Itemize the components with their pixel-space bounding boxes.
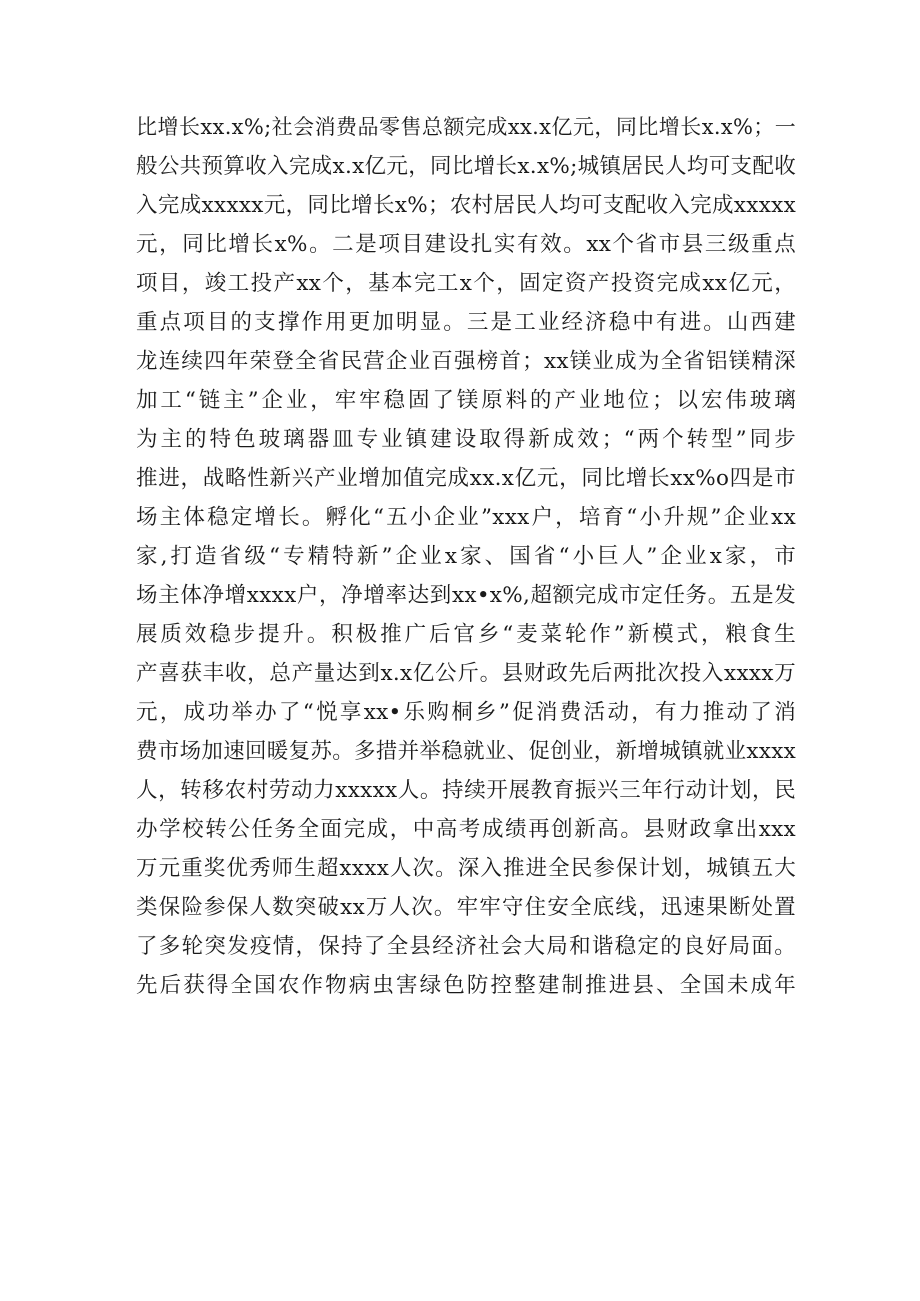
- text-line: 般公共预算收入完成x.x亿元，同比增长x.x%;城镇居民人均可支配收: [136, 154, 796, 179]
- text-line: 展质效稳步提升。积极推广后官乡“麦菜轮作”新模式，粮食生: [136, 622, 796, 647]
- text-line: 场主体稳定增长。孵化“五小企业”xxx户，培育“小升规”企业xx: [136, 505, 796, 530]
- text-line: 龙连续四年荣登全省民营企业百强榜首；xx镁业成为全省铝镁精深: [136, 349, 796, 374]
- text-line: 推进，战略性新兴产业增加值完成xx.x亿元，同比增长xx%o四是市: [136, 466, 796, 491]
- text-line: 办学校转公任务全面完成，中高考成绩再创新高。县财政拿出xxx: [136, 817, 796, 842]
- text-line: 入完成xxxxx元，同比增长x%；农村居民人均可支配收入完成xxxxx: [136, 193, 796, 218]
- text-line: 元，成功举办了“悦享xx•乐购桐乡”促消费活动，有力推动了消: [136, 700, 796, 725]
- text-line: 先后获得全国农作物病虫害绿色防控整建制推进县、全国未成年: [136, 973, 796, 998]
- text-line: 比增长xx.x%;社会消费品零售总额完成xx.x亿元，同比增长x.x%；一: [136, 115, 796, 139]
- body-paragraph: [136, 108, 796, 1005]
- text-line: 人，转移农村劳动力xxxxx人。持续开展教育振兴三年行动计划，民: [136, 778, 796, 803]
- text-line: 重点项目的支撑作用更加明显。三是工业经济稳中有进。山西建: [136, 310, 796, 335]
- text-line: 项目，竣工投产xx个，基本完工x个，固定资产投资完成xx亿元，: [136, 271, 796, 296]
- text-line: 元，同比增长x%。二是项目建设扎实有效。xx个省市县三级重点: [136, 232, 796, 257]
- text-line: 场主体净增xxxx户，净增率达到xx•x%,超额完成市定任务。五是发: [136, 583, 796, 608]
- text-line: 类保险参保人数突破xx万人次。牢牢守住安全底线，迅速果断处置: [136, 895, 796, 920]
- text-line: 加工“链主”企业，牢牢稳固了镁原料的产业地位；以宏伟玻璃: [136, 388, 796, 413]
- text-line: 万元重奖优秀师生超xxxx人次。深入推进全民参保计划，城镇五大: [136, 856, 796, 881]
- text-line: 费市场加速回暖复苏。多措并举稳就业、促创业，新增城镇就业xxxx: [136, 739, 797, 764]
- text-line: 为主的特色玻璃器皿专业镇建设取得新成效；“两个转型”同步: [136, 427, 796, 452]
- text-line: 了多轮突发疫情，保持了全县经济社会大局和谐稳定的良好局面。: [136, 934, 796, 959]
- text-line: 家,打造省级“专精特新”企业x家、国省“小巨人”企业x家，市: [136, 544, 796, 569]
- text-line: 产喜获丰收，总产量达到x.x亿公斤。县财政先后两批次投入xxxx万: [136, 661, 796, 686]
